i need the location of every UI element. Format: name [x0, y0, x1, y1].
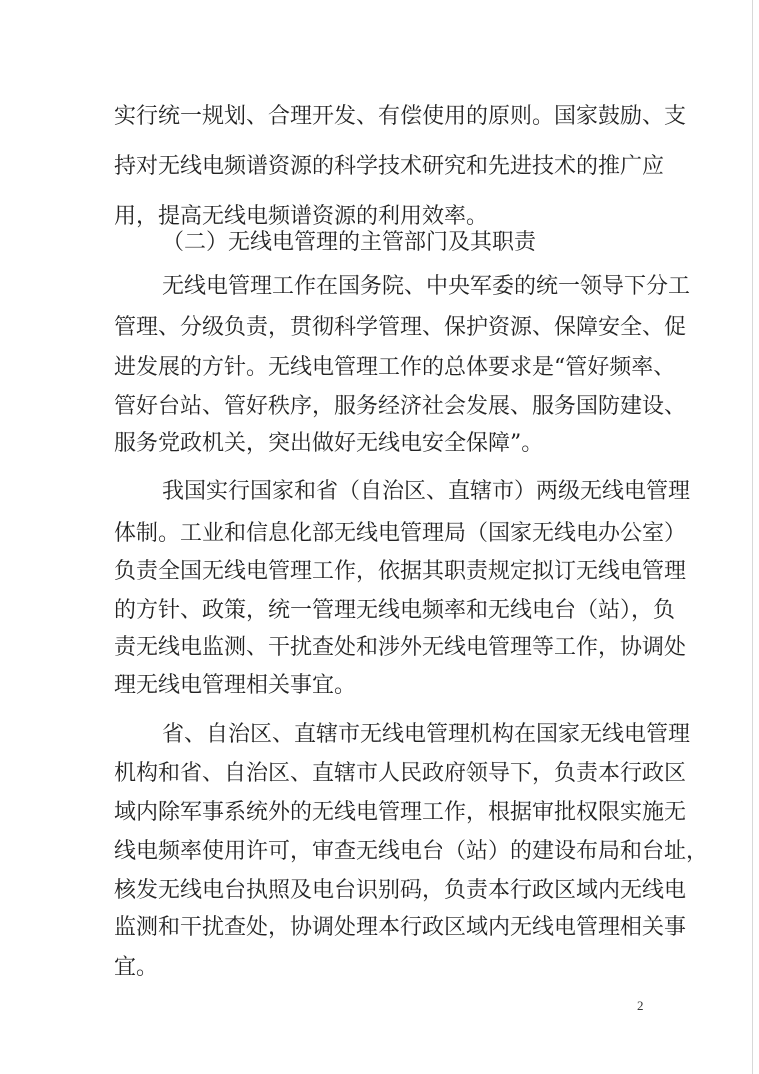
- text-line: 机构和省、自治区、直辖市人民政府领导下，负责本行政区: [114, 761, 687, 786]
- text-line: 核发无线电台执照及电台识别码，负责本行政区域内无线电: [114, 878, 687, 903]
- text-line: 管好台站、管好秩序，服务经济社会发展、服务国防建设、: [114, 394, 687, 419]
- text-line: 管理、分级负责，贯彻科学管理、保护资源、保障安全、促: [114, 315, 687, 340]
- text-line: 用，提高无线电频谱资源的利用效率。: [114, 204, 489, 229]
- section-heading: （二）无线电管理的主管部门及其职责: [162, 230, 537, 255]
- page-edge-line: [752, 0, 753, 1074]
- text-line: 服务党政机关，突出做好无线电安全保障”。: [114, 431, 544, 456]
- text-line: 省、自治区、直辖市无线电管理机构在国家无线电管理: [162, 722, 691, 747]
- text-line: 责无线电监测、干扰查处和涉外无线电管理等工作，协调处: [114, 635, 687, 660]
- text-line: 我国实行国家和省（自治区、直辖市）两级无线电管理: [162, 479, 691, 504]
- text-line: 的方针、政策，统一管理无线电频率和无线电台（站），负: [114, 598, 676, 623]
- text-line: 负责全国无线电管理工作，依据其职责规定拟订无线电管理: [114, 559, 687, 584]
- text-line: 无线电管理工作在国务院、中央军委的统一领导下分工: [162, 274, 691, 299]
- text-line: 域内除军事系统外的无线电管理工作，根据审批权限实施无: [114, 800, 687, 825]
- text-line: 线电频率使用许可，审查无线电台（站）的建设布局和台址，: [114, 839, 709, 864]
- text-line: 理无线电管理相关事宜。: [114, 673, 357, 698]
- text-line: 持对无线电频谱资源的科学技术研究和先进技术的推广应: [114, 154, 665, 179]
- page-number: 2: [637, 998, 644, 1013]
- text-line: 宜。: [114, 955, 159, 980]
- text-line: 监测和干扰查处，协调处理本行政区域内无线电管理相关事: [114, 915, 687, 940]
- text-line: 进发展的方针。无线电管理工作的总体要求是“管好频率、: [114, 355, 676, 380]
- text-line: 体制。工业和信息化部无线电管理局（国家无线电办公室）: [114, 521, 687, 546]
- text-line: 实行统一规划、合理开发、有偿使用的原则。国家鼓励、支: [114, 104, 687, 129]
